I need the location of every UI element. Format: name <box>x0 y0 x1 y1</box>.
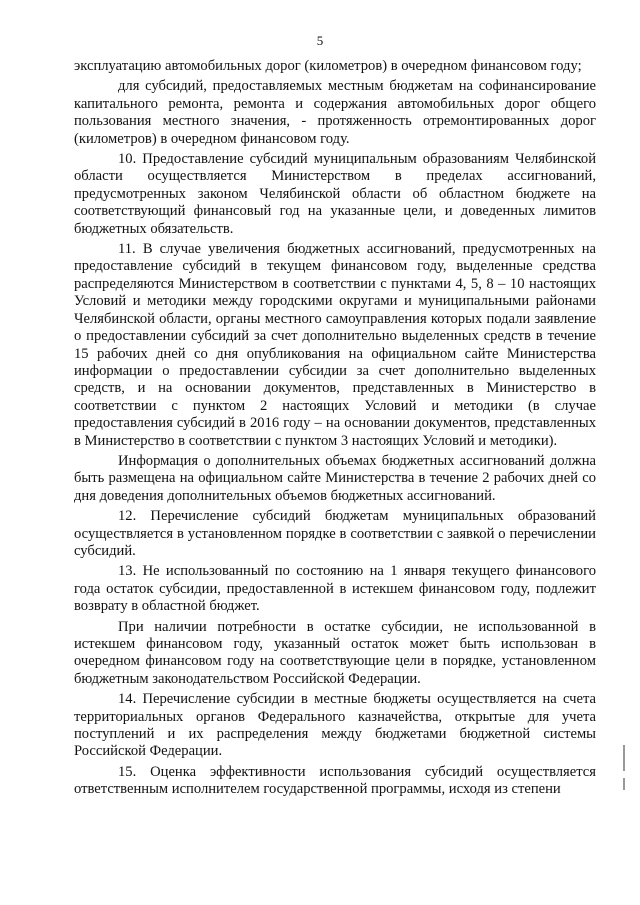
paragraph-item-11: 11. В случае увеличения бюджетных ассигнований, предусмотренных на предоставление субсидий в текущем финансовом году, выделенные средства распределяются Министерством в соответствии с пунктами 4, 5, 8 – 10 настоящих Условий и методики между городскими округами и муниципальными районами Челябинской области, органы местного самоуправления которых подали заявление о предоставлении субсидий за счет дополнительно выделенных средств в течение 15 рабочих дней со дня опубликования на официальном сайте Министерства информации о предоставлении субсидии за счет дополнительно выделенных средств, и на основании документов, представленных в Министерство в соответствии с пунктом 2 настоящих Условий и методики (в случае предоставления субсидий в 2016 году – на основании документов, представленных в Министерство в соответствии с пунктом 3 настоящих Условий и методики). <box>74 241 596 449</box>
scan-edge-mark <box>623 778 625 790</box>
document-body <box>74 58 596 799</box>
paragraph-additional-info: Информация о дополнительных объемах бюджетных ассигнований должна быть размещена на официальном сайте Министерства в течение 2 рабочих дней со дня доведения дополнительных объемов бюджетных ассигнований. <box>74 452 596 504</box>
paragraph-item-14: 14. Перечисление субсидии в местные бюджеты осуществляется на счета территориальных органов Федерального казначейства, открытые для учета поступлений и их распределения между бюджетами бюджетной системы Российской Федерации. <box>74 691 596 760</box>
scan-edge-mark <box>623 745 625 771</box>
page-number: 5 <box>316 33 324 48</box>
paragraph-item-13: 13. Не использованный по состоянию на 1 января текущего финансового года остаток субсидии, предоставленной в истекшем финансовом году, подлежит возврату в областной бюджет. <box>74 563 596 615</box>
paragraph-item-10: 10. Предоставление субсидий муниципальным образованиям Челябинской области осуществляется Министерством в пределах ассигнований, предусмотренных законом Челябинской области об областном бюджете на соответствующий финансовый год на указанные цели, и доведенных лимитов бюджетных обязательств. <box>74 151 596 237</box>
paragraph-continuation: эксплуатацию автомобильных дорог (километров) в очередном финансовом году; <box>74 58 582 74</box>
paragraph-remaining-balance: При наличии потребности в остатке субсидии, не использованной в истекшем финансовом году, указанный остаток может быть использован в очередном финансовом году на соответствующие цели в порядке, установленном бюджетным законодательством Российской Федерации. <box>74 618 596 687</box>
paragraph-item-15: 15. Оценка эффективности использования субсидий осуществляется ответственным исполнителем государственной программы, исходя из степени <box>74 763 596 798</box>
paragraph-subsidy-repair-indicator: для субсидий, предоставляемых местным бюджетам на софинансирование капитального ремонта, ремонта и содержания автомобильных дорог общего пользования местного значения, - протяженность отремонтированных дорог (километров) в очередном финансовом году. <box>74 78 596 147</box>
paragraph-item-12: 12. Перечисление субсидий бюджетам муниципальных образований осуществляется в установленном порядке в соответствии с заявкой о перечислении субсидий. <box>74 508 596 559</box>
